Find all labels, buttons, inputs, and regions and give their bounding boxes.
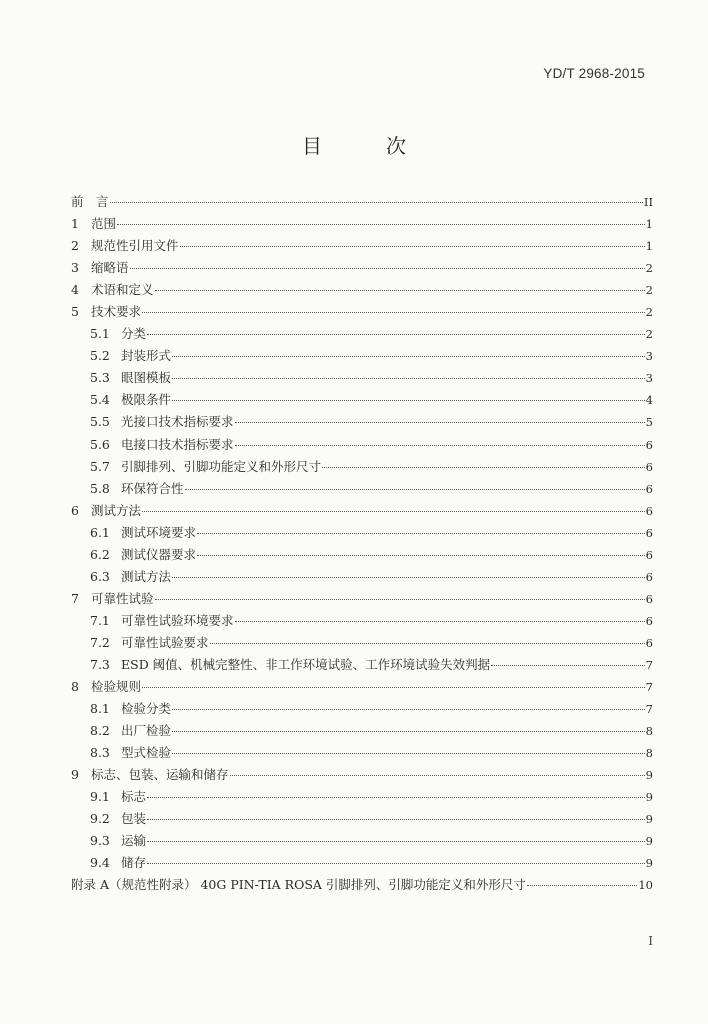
toc-entry-number: 5.1: [90, 326, 110, 342]
toc-entry-page: 2: [645, 283, 653, 298]
page-title: 目 次: [302, 134, 428, 158]
dot-leader: [130, 268, 645, 269]
toc-entry-number: 9.4: [90, 855, 110, 871]
toc-entry-label: 附录 A（规范性附录） 40G PIN-TIA ROSA 引脚排列、引脚功能定义和外形尺寸: [71, 877, 526, 893]
toc-entry[interactable]: [71, 213, 653, 235]
toc-entry-number: 8.2: [90, 723, 110, 739]
dot-leader: [235, 445, 645, 446]
toc-entry[interactable]: [71, 345, 653, 367]
toc-entry-number: 2: [71, 238, 79, 254]
toc-entry[interactable]: [71, 654, 653, 676]
dot-leader: [155, 599, 645, 600]
dot-leader: [230, 775, 645, 776]
dot-leader: [180, 246, 645, 247]
toc-entry-number: 8.1: [90, 701, 110, 717]
toc-entry-label: 分类: [121, 326, 147, 342]
toc-entry-number: 4: [71, 282, 79, 298]
toc-entry-page: 6: [645, 613, 653, 628]
toc-entry[interactable]: [71, 544, 653, 566]
toc-entry-page: 2: [645, 305, 653, 320]
toc-entry-page: 7: [645, 657, 653, 672]
toc-entry-page: 1: [645, 239, 653, 254]
toc-entry[interactable]: [71, 323, 653, 345]
dot-leader: [172, 731, 645, 732]
dot-leader: [172, 709, 645, 710]
toc-entry-page: 9: [645, 834, 653, 849]
toc-entry-page: 2: [645, 261, 653, 276]
toc-entry[interactable]: [71, 764, 653, 786]
toc-entry-label: 封装形式: [121, 348, 172, 364]
toc-entry[interactable]: [71, 786, 653, 808]
toc-entry[interactable]: [71, 742, 653, 764]
toc-entry-label: 测试仪器要求: [121, 546, 197, 562]
toc-entry[interactable]: [71, 500, 653, 522]
dot-leader: [147, 797, 645, 798]
toc-entry-number: 5.2: [90, 348, 110, 364]
toc-entry-number: 8.3: [90, 745, 110, 761]
toc-entry[interactable]: [71, 257, 653, 279]
toc-entry[interactable]: [71, 389, 653, 411]
toc-entry[interactable]: [71, 698, 653, 720]
toc-entry-page: 7: [645, 702, 653, 717]
toc-entry-label: 环保符合性: [121, 480, 184, 496]
toc-entry[interactable]: [71, 852, 653, 874]
dot-leader: [172, 753, 645, 754]
toc-entry-label: 光接口技术指标要求: [121, 414, 234, 430]
toc-entry-number: 6.3: [90, 568, 110, 584]
dot-leader: [172, 577, 645, 578]
toc-entry-label: 规范性引用文件: [91, 238, 179, 254]
toc-entry-label: 运输: [121, 833, 147, 849]
toc-entry[interactable]: [71, 191, 653, 213]
toc-entry-page: 8: [645, 746, 653, 761]
dot-leader: [147, 863, 645, 864]
dot-leader: [235, 621, 645, 622]
dot-leader: [147, 819, 645, 820]
toc-entry-page: 6: [645, 591, 653, 606]
toc-entry-page: 10: [638, 878, 653, 893]
dot-leader: [147, 334, 645, 335]
toc-entry-label: 电接口技术指标要求: [121, 436, 234, 452]
toc-entry-number: 3: [71, 260, 79, 276]
toc-entry[interactable]: [71, 808, 653, 830]
toc-entry-label: 储存: [121, 855, 147, 871]
toc-entry-label: 测试环境要求: [121, 524, 197, 540]
toc-entry-label: 标志、包装、运输和储存: [91, 767, 229, 783]
dot-leader: [117, 224, 645, 225]
toc-entry-label: 型式检验: [121, 745, 172, 761]
toc-entry-number: 5.3: [90, 370, 110, 386]
toc-entry-number: 9: [71, 767, 79, 783]
toc-entry[interactable]: [71, 632, 653, 654]
toc-entry-number: 5.6: [90, 436, 110, 452]
toc-entry-label: 可靠性试验: [91, 590, 154, 606]
dot-leader: [172, 400, 645, 401]
page-number: I: [648, 934, 653, 948]
toc-entry-number: 5.5: [90, 414, 110, 430]
toc-entry-page: II: [643, 195, 653, 209]
dot-leader: [491, 665, 644, 666]
toc-entry[interactable]: [71, 676, 653, 698]
toc-entry-number: 7.2: [90, 634, 110, 650]
toc-entry[interactable]: [71, 367, 653, 389]
dot-leader: [235, 422, 645, 423]
toc-entry-number: 9.2: [90, 811, 110, 827]
toc-entry[interactable]: [71, 610, 653, 632]
toc-entry-label: 检验规则: [91, 679, 142, 695]
toc-entry-page: 6: [645, 569, 653, 584]
dot-leader: [172, 356, 645, 357]
toc-entry-page: 3: [645, 349, 653, 364]
toc-entry[interactable]: [71, 411, 653, 433]
toc-entry-label: 范围: [91, 216, 117, 232]
toc-entry[interactable]: [71, 434, 653, 456]
toc-entry-label: 标志: [121, 789, 147, 805]
toc-entry-page: 3: [645, 371, 653, 386]
toc-entry-label: 测试方法: [121, 568, 172, 584]
toc-entry-number: 5.4: [90, 392, 110, 408]
dot-leader: [142, 312, 645, 313]
toc-entry-page: 9: [645, 812, 653, 827]
dot-leader: [110, 202, 643, 203]
toc-entry-number: 7.3: [90, 656, 110, 672]
dot-leader: [322, 467, 645, 468]
toc-entry-page: 6: [645, 481, 653, 496]
toc-entry-page: 9: [645, 768, 653, 783]
toc-entry-label: 包装: [121, 811, 147, 827]
toc-entry-number: 1: [71, 216, 79, 232]
toc-entry[interactable]: [71, 720, 653, 742]
toc-entry-number: 5.7: [90, 458, 110, 474]
toc-entry-label: ESD 阈值、机械完整性、非工作环境试验、工作环境试验失效判据: [121, 656, 491, 672]
toc-entry-label: 眼图模板: [121, 370, 172, 386]
toc-entry-label: 可靠性试验环境要求: [121, 612, 234, 628]
dot-leader: [197, 533, 645, 534]
toc-entry-label: 技术要求: [91, 304, 142, 320]
toc-entry-page: 7: [645, 680, 653, 695]
toc-entry-page: 4: [645, 393, 653, 408]
toc-entry[interactable]: [71, 588, 653, 610]
toc-entry[interactable]: [71, 279, 653, 301]
toc-entry-label: 测试方法: [91, 502, 142, 518]
table-of-contents: [71, 191, 653, 897]
toc-entry-page: 6: [645, 459, 653, 474]
dot-leader: [155, 290, 645, 291]
toc-entry-page: 5: [645, 415, 653, 430]
dot-leader: [142, 511, 645, 512]
toc-entry-page: 6: [645, 503, 653, 518]
toc-entry-page: 8: [645, 724, 653, 739]
toc-entry-label: 前 言: [71, 194, 109, 209]
toc-entry-label: 缩略语: [91, 260, 129, 276]
toc-entry-page: 2: [645, 327, 653, 342]
toc-entry-number: 5.8: [90, 480, 110, 496]
toc-entry-number: 8: [71, 679, 79, 695]
toc-entry-label: 检验分类: [121, 701, 172, 717]
dot-leader: [147, 841, 645, 842]
toc-entry-page: 6: [645, 635, 653, 650]
toc-entry[interactable]: [71, 478, 653, 500]
dot-leader: [185, 489, 645, 490]
toc-entry-number: 9.1: [90, 789, 110, 805]
toc-entry[interactable]: [71, 456, 653, 478]
toc-entry-page: 6: [645, 437, 653, 452]
toc-entry-label: 引脚排列、引脚功能定义和外形尺寸: [121, 458, 322, 474]
toc-entry-page: 1: [645, 217, 653, 232]
toc-entry-label: 极限条件: [121, 392, 172, 408]
toc-entry-number: 7: [71, 590, 79, 606]
dot-leader: [172, 378, 645, 379]
dot-leader: [210, 643, 645, 644]
toc-entry-label: 出厂检验: [121, 723, 172, 739]
toc-entry[interactable]: [71, 830, 653, 852]
toc-entry[interactable]: [71, 301, 653, 323]
toc-entry-page: 9: [645, 790, 653, 805]
toc-entry[interactable]: [71, 566, 653, 588]
standard-code: YD/T 2968-2015: [543, 66, 645, 81]
toc-entry-number: 7.1: [90, 612, 110, 628]
toc-entry-label: 术语和定义: [91, 282, 154, 298]
toc-entry[interactable]: [71, 874, 653, 896]
toc-entry-number: 6.1: [90, 524, 110, 540]
toc-entry-number: 5: [71, 304, 79, 320]
toc-entry-number: 9.3: [90, 833, 110, 849]
toc-entry[interactable]: [71, 235, 653, 257]
dot-leader: [527, 885, 637, 886]
toc-entry-number: 6.2: [90, 546, 110, 562]
toc-entry-label: 可靠性试验要求: [121, 634, 209, 650]
dot-leader: [142, 687, 645, 688]
toc-entry-page: 6: [645, 525, 653, 540]
toc-entry-page: 6: [645, 547, 653, 562]
dot-leader: [197, 555, 645, 556]
toc-entry[interactable]: [71, 522, 653, 544]
toc-entry-page: 9: [645, 856, 653, 871]
toc-entry-number: 6: [71, 502, 79, 518]
